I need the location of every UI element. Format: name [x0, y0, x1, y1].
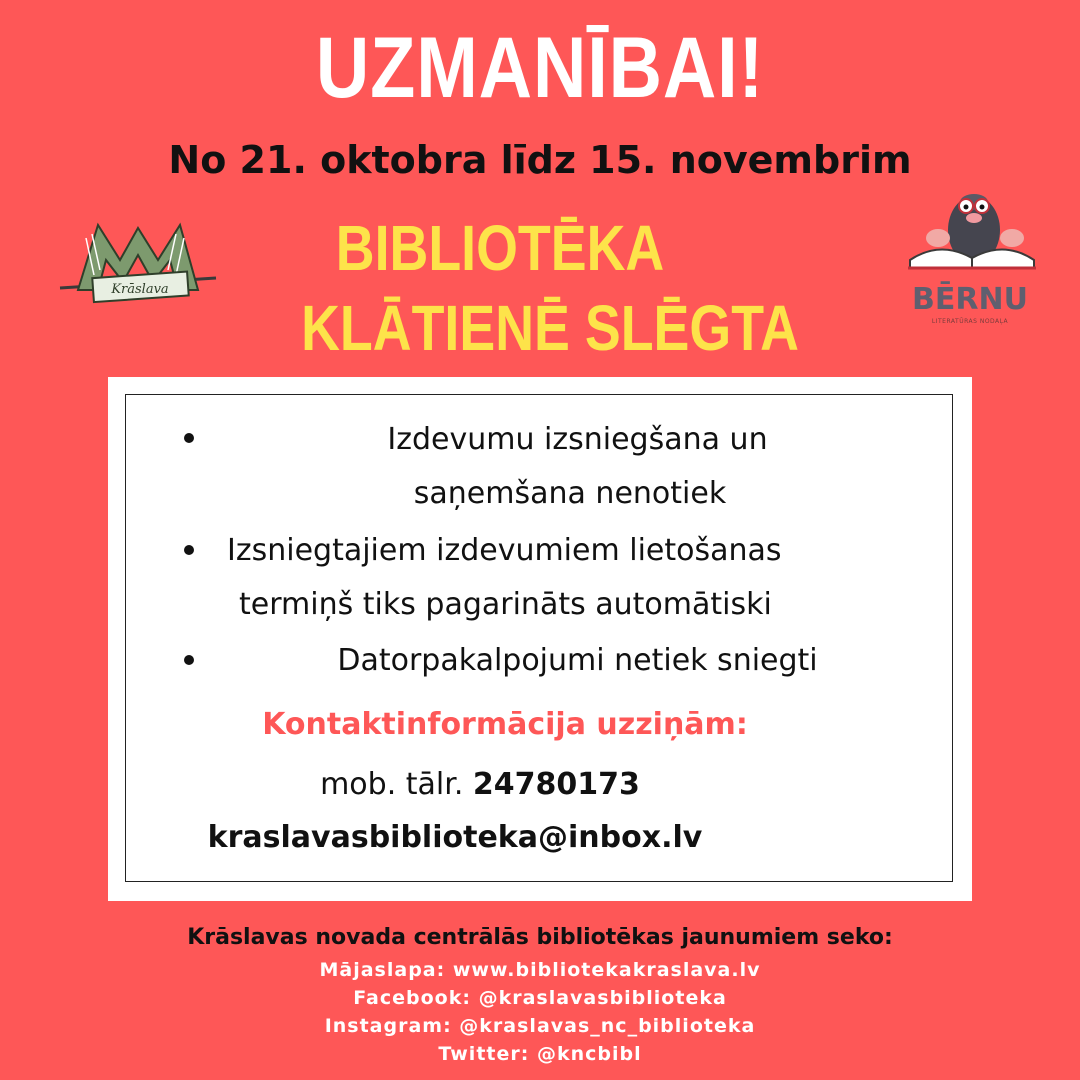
- website-link[interactable]: Mājaslapa: www.bibliotekakraslava.lv: [319, 959, 761, 981]
- notice-item-1-line2: saņemšana nenotiek: [413, 476, 727, 511]
- notice-item-3-line1: Datorpakalpojumi netiek sniegti: [337, 643, 818, 678]
- notice-item-1-line1: Izdevumu izsniegšana un: [387, 422, 768, 457]
- bullet-icon: [184, 545, 194, 555]
- headline: UZMANĪBAI!: [315, 20, 765, 116]
- instagram-link[interactable]: Instagram: @kraslavas_nc_biblioteka: [324, 1015, 756, 1037]
- twitter-link[interactable]: Twitter: @kncbibl: [438, 1043, 642, 1065]
- phone-prefix: mob. tālr.: [320, 767, 464, 802]
- follow-text: Krāslavas novada centrālās bibliotēkas jaunumiem seko:: [187, 925, 893, 950]
- phone-line: [0, 760, 1020, 810]
- kraslava-books-logo: [58, 220, 218, 310]
- contact-label: Kontaktinformācija uzziņām:: [262, 707, 748, 742]
- facebook-link[interactable]: Facebook: @kraslavasbiblioteka: [353, 987, 727, 1009]
- email-address[interactable]: kraslavasbiblioteka@inbox.lv: [207, 820, 703, 855]
- date-range: No 21. oktobra līdz 15. novembrim: [168, 138, 912, 182]
- phone-number[interactable]: 24780173: [472, 767, 640, 802]
- notice-item-2-line1: Izsniegtajiem izdevumiem lietošanas: [227, 533, 782, 568]
- logo-left-text: Krāslava: [111, 282, 169, 297]
- bernu-logo-subtitle: LITERATŪRAS NODAĻA: [931, 318, 1009, 325]
- bernu-logo-title: BĒRNU: [912, 282, 1028, 317]
- notice-item-2-line2: termiņš tiks pagarināts automātiski: [239, 587, 772, 622]
- closed-title-line2: KLĀTIENĒ SLĒGTA: [301, 292, 799, 364]
- closed-title-line1: BIBLIOTĒKA: [335, 212, 665, 284]
